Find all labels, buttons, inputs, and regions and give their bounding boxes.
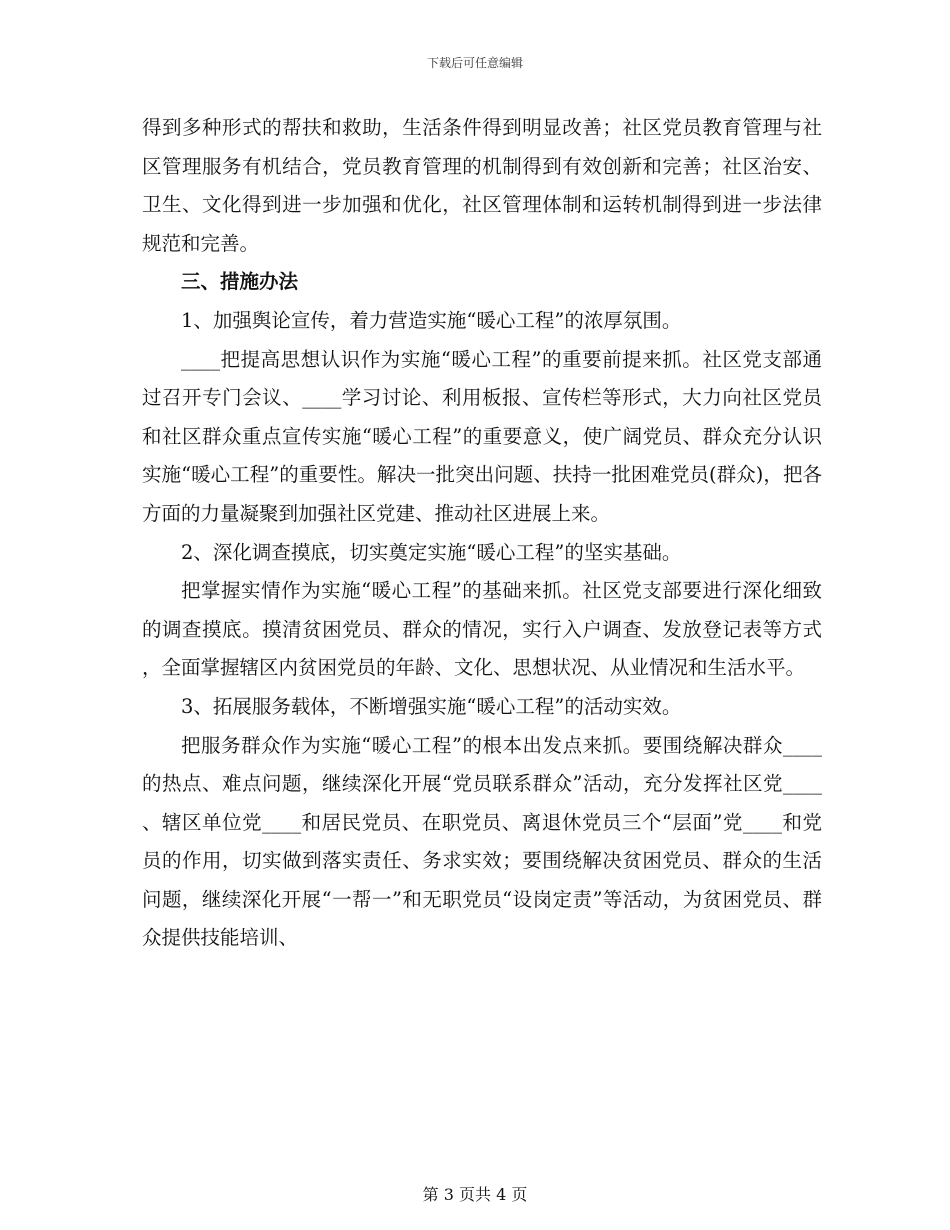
paragraph-continuation: 得到多种形式的帮扶和救助，生活条件得到明显改善；社区党员教育管理与社区管理服务有机结合，党员教育管理的机制得到有效创新和完善；社区治安、卫生、文化得到进一步加强和优化，社区管理体制和运转机制得到进一步法律规范和完善。 xyxy=(142,116,822,255)
subheading-1: 1、加强舆论宣传，着力营造实施“暖心工程”的浓厚氛围。 xyxy=(181,308,682,332)
paragraph-1: ____把提高思想认识作为实施“暖心工程”的重要前提来抓。社区党支部通过召开专门会议、____学习讨论、利用板报、宣传栏等形式，大力向社区党员和社区群众重点宣传实施“暖心工程”的重要意义，使广阔党员、群众充分认识实施“暖心工程”的重要性。解决一批突出问题、扶持一批困难党员(群众)，把各方面的力量凝聚到加强社区党建、推动社区进展上来。 xyxy=(142,347,822,525)
subheading-2: 2、深化调查摸底，切实奠定实施“暖心工程”的坚实基础。 xyxy=(181,540,682,564)
section-heading: 三、措施办法 xyxy=(181,270,299,294)
subheading-3: 3、拓展服务载体，不断增强实施“暖心工程”的活动实效。 xyxy=(181,694,682,718)
paragraph-2: 把掌握实情作为实施“暖心工程”的基础来抓。社区党支部要进行深化细致的调查摸底。摸清贫困党员、群众的情况，实行入户调查、发放登记表等方式，全面掌握辖区内贫困党员的年龄、文化、思想状况、从业情况和生活水平。 xyxy=(142,579,822,680)
page-footer: 第 3 页共 4 页 xyxy=(422,1185,528,1204)
document-body xyxy=(142,109,822,958)
page-header: 下载后可任意编辑 xyxy=(426,56,523,70)
paragraph-3: 把服务群众作为实施“暖心工程”的根本出发点来抓。要围绕解决群众____的热点、难点问题，继续深化开展“党员联系群众”活动，充分发挥社区党____、辖区单位党____和居民党员、在职党员、离退休党员三个“层面”党____和党员的作用，切实做到落实责任、务求实效；要围绕解决贫困党员、群众的生活问题，继续深化开展“一帮一”和无职党员“设岗定责”等活动，为贫困党员、群众提供技能培训、 xyxy=(142,733,822,950)
